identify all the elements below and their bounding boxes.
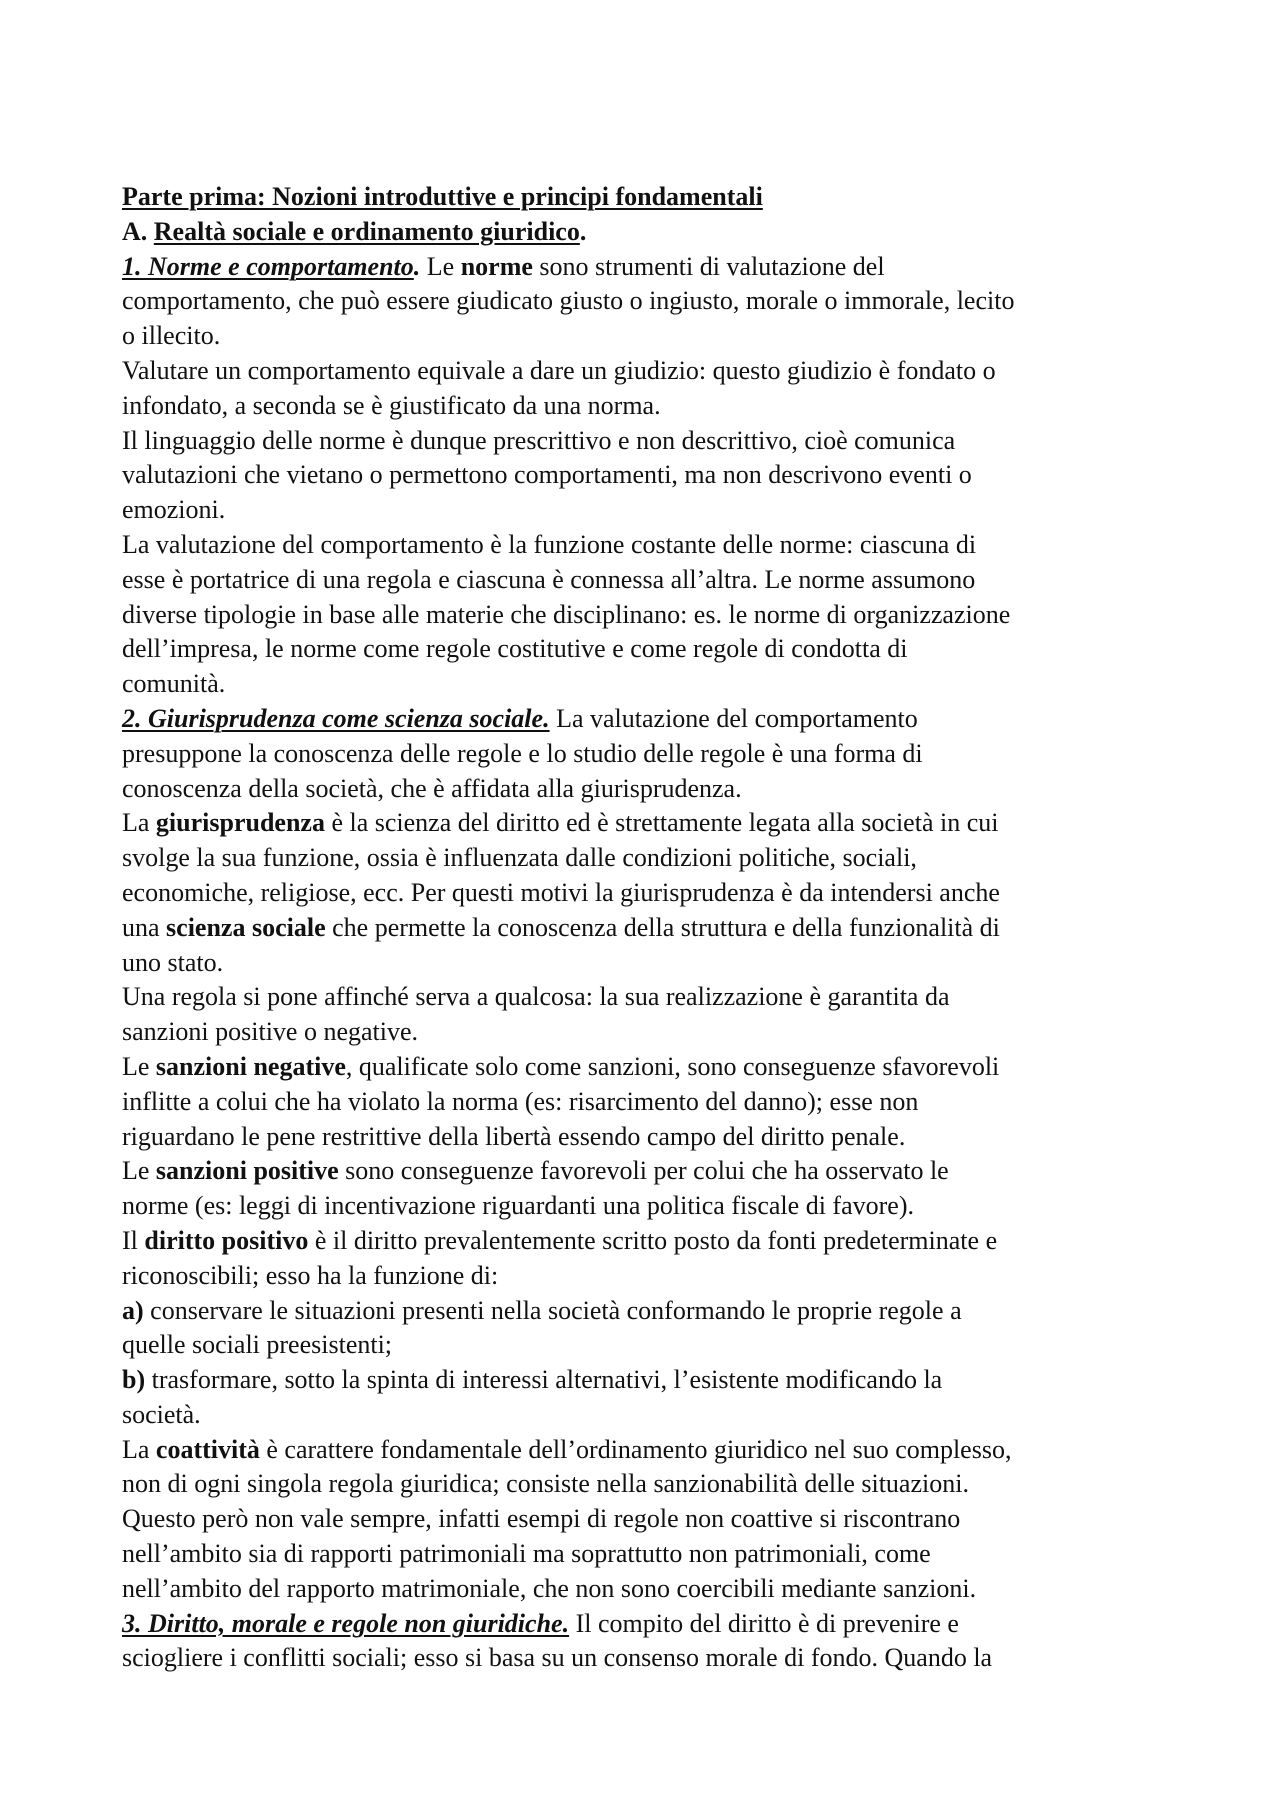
text-line: non di ogni singola regola giuridica; consiste nella sanzionabilità delle situazioni. <box>122 1469 969 1499</box>
text-run: Il compito del diritto è di prevenire e <box>569 1608 959 1638</box>
text-line <box>122 911 1172 946</box>
section-title-line <box>122 215 1172 250</box>
bold-term: norme <box>460 251 533 281</box>
text-run: conservare le situazioni presenti nella società conformando le proprie regole a <box>143 1295 962 1325</box>
text-run: è carattere fondamentale dell’ordinamento giuridico nel suo complesso, <box>259 1434 1012 1464</box>
document-page <box>122 180 1172 1676</box>
text-run: Le <box>122 1051 156 1081</box>
text-line: presuppone la conoscenza delle regole e lo studio delle regole è una forma di <box>122 738 923 768</box>
text-run: Il <box>122 1225 145 1255</box>
text-run: sono conseguenze favorevoli per colui che ha osservato le <box>338 1156 949 1186</box>
text-run: Le <box>420 251 461 281</box>
section-prefix: A. <box>122 216 154 246</box>
text-line <box>122 1050 1172 1085</box>
text-line: società. <box>122 1399 201 1429</box>
text-run: La valutazione del comportamento <box>549 703 918 733</box>
bold-term: giurisprudenza <box>155 808 325 838</box>
text-run: La <box>122 808 156 838</box>
list-item-b <box>122 1363 1172 1398</box>
text-line: svolge la sua funzione, ossia è influenzata dalle condizioni politiche, sociali, <box>122 843 917 873</box>
text-line: nell’ambito sia di rapporti patrimoniali ma soprattutto non patrimoniali, come <box>122 1539 931 1569</box>
text-line: uno stato. <box>122 947 224 977</box>
text-line: Il linguaggio delle norme è dunque prescrittivo e non descrittivo, cioè comunica <box>122 425 956 455</box>
text-run: Le <box>122 1156 156 1186</box>
text-line: dell’impresa, le norme come regole costitutive e come regole di condotta di <box>122 634 908 664</box>
text-line: conoscenza della società, che è affidata alla giurisprudenza. <box>122 773 742 803</box>
sec1-heading: 1. Norme e comportamento <box>122 251 414 281</box>
text-line: norme (es: leggi di incentivazione riguardanti una politica fiscale di favore). <box>122 1191 914 1221</box>
text-line: Valutare un comportamento equivale a dare un giudizio: questo giudizio è fondato o <box>122 355 996 385</box>
sec3-line-1 <box>122 1607 1172 1642</box>
text-line: comportamento, che può essere giudicato giusto o ingiusto, morale o immorale, lecito <box>122 286 1015 316</box>
text-line: Una regola si pone affinché serva a qualcosa: la sua realizzazione è garantita da <box>122 982 950 1012</box>
bold-term: diritto positivo <box>144 1225 309 1255</box>
text-line <box>122 1433 1172 1468</box>
section-suffix: . <box>579 216 587 246</box>
text-line <box>122 806 1172 841</box>
text-line: esse è portatrice di una regola e ciascuna è connessa all’altra. Le norme assumono <box>122 564 976 594</box>
text-run: è la scienza del diritto ed è strettamente legata alla società in cui <box>324 808 999 838</box>
text-line: infondato, a seconda se è giustificato da una norma. <box>122 390 661 420</box>
text-line <box>122 1154 1172 1189</box>
list-item-a <box>122 1294 1172 1329</box>
text-line: sciogliere i conflitti sociali; esso si basa su un consenso morale di fondo. Quando la <box>122 1643 993 1673</box>
text-line: riguardano le pene restrittive della libertà essendo campo del diritto penale. <box>122 1121 906 1151</box>
part-title-line <box>122 180 1172 215</box>
text-line: nell’ambito del rapporto matrimoniale, che non sono coercibili mediante sanzioni. <box>122 1573 977 1603</box>
text-line: La valutazione del comportamento è la funzione costante delle norme: ciascuna di <box>122 529 977 559</box>
sec1-line-1 <box>122 250 1172 285</box>
list-marker: b) <box>122 1365 146 1395</box>
part-title: Parte prima: Nozioni introduttive e principi fondamentali <box>122 182 763 211</box>
text-run: è il diritto prevalentemente scritto posto da fonti predeterminate e <box>308 1225 998 1255</box>
bold-term: sanzioni negative <box>155 1051 346 1081</box>
text-run: La <box>122 1434 156 1464</box>
section-title: Realtà sociale e ordinamento giuridico <box>153 216 580 246</box>
text-run: sono strumenti di valutazione del <box>532 251 885 281</box>
text-line <box>122 1224 1172 1259</box>
text-line: economiche, religiose, ecc. Per questi motivi la giurisprudenza è da intendersi anche <box>122 877 1000 907</box>
sec2-line-1 <box>122 702 1172 737</box>
text-line: riconoscibili; esso ha la funzione di: <box>122 1260 499 1290</box>
text-line: inflitte a colui che ha violato la norma (es: risarcimento del danno); esse non <box>122 1086 919 1116</box>
text-line: comunità. <box>122 669 226 699</box>
text-line: Questo però non vale sempre, infatti esempi di regole non coattive si riscontrano <box>122 1504 961 1534</box>
sec2-heading: 2. Giurisprudenza come scienza sociale. <box>122 703 550 733</box>
sec1-heading-tail: . <box>413 251 421 281</box>
bold-term: sanzioni positive <box>155 1156 339 1186</box>
text-run: una <box>122 912 167 942</box>
text-run: trasformare, sotto la spinta di interessi alternativi, l’esistente modificando la <box>145 1365 943 1395</box>
text-run: , qualificate solo come sanzioni, sono conseguenze sfavorevoli <box>345 1051 1000 1081</box>
sec3-heading: 3. Diritto, morale e regole non giuridiche. <box>122 1608 570 1638</box>
list-marker: a) <box>122 1295 144 1325</box>
text-line: quelle sociali preesistenti; <box>122 1330 393 1360</box>
bold-term: scienza sociale <box>166 912 326 942</box>
text-line: valutazioni che vietano o permettono comportamenti, ma non descrivono eventi o <box>122 460 972 490</box>
text-line: o illecito. <box>122 321 221 351</box>
text-line: emozioni. <box>122 495 226 525</box>
text-line: sanzioni positive o negative. <box>122 1017 419 1047</box>
bold-term: coattività <box>155 1434 260 1464</box>
text-line: diverse tipologie in base alle materie che disciplinano: es. le norme di organizzazione <box>122 599 1011 629</box>
text-run: che permette la conoscenza della struttura e della funzionalità di <box>325 912 1000 942</box>
